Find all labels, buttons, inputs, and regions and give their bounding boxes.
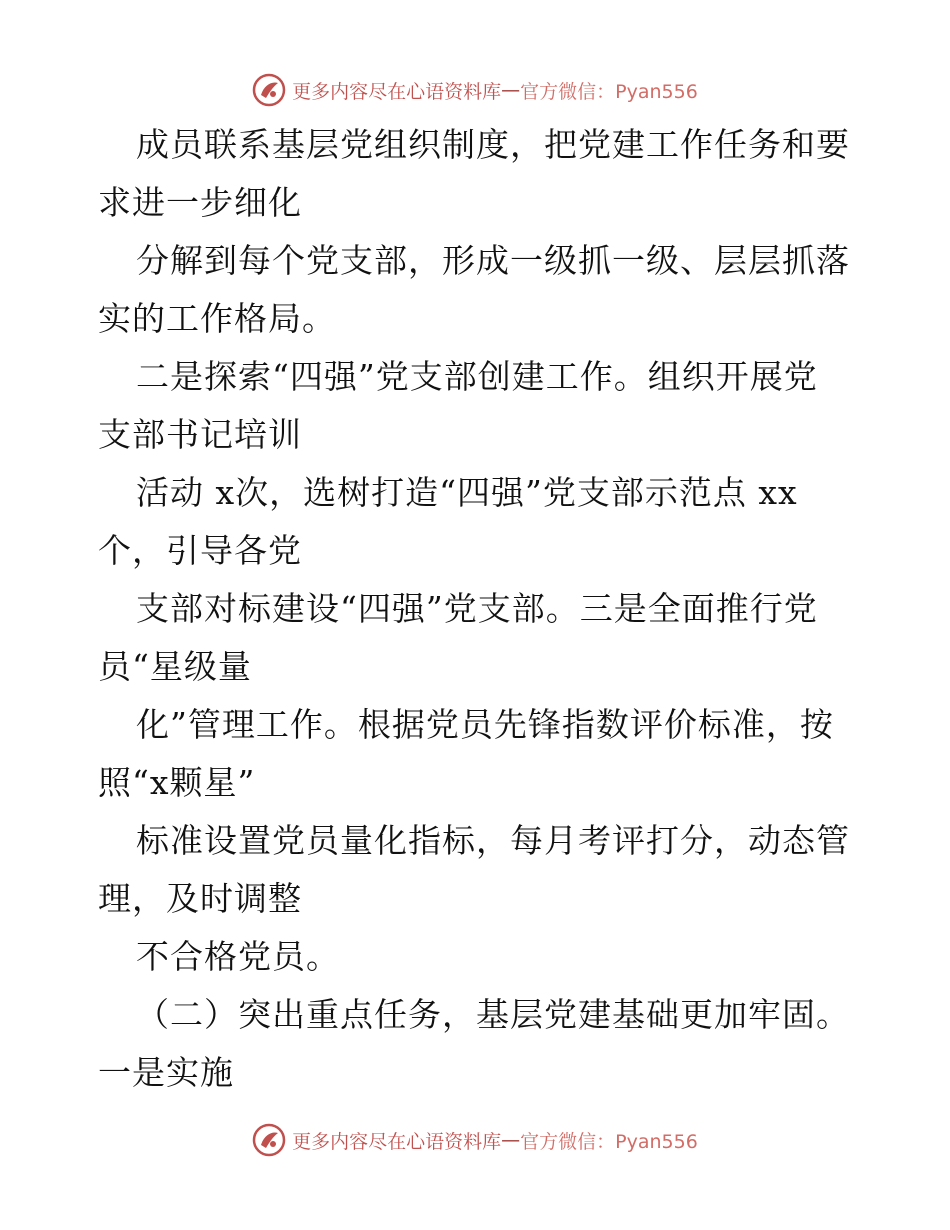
body-line: （二）突出重点任务，基层党建基础更加牢固。 (136, 995, 850, 1034)
body-line: 不合格党员。 (136, 937, 340, 976)
seal-logo-icon (252, 73, 286, 107)
body-line: 支部书记培训 (98, 415, 302, 454)
body-line: 标准设置党员量化指标，每月考评打分，动态管 (136, 821, 850, 860)
seal-logo-icon (252, 1123, 286, 1157)
header-separator: — (501, 79, 521, 101)
body-line: 求进一步细化 (98, 183, 302, 222)
body-line: 二是探索“四强”党支部创建工作。组织开展党 (136, 357, 818, 396)
footer-watermark (0, 1120, 950, 1160)
body-line: 成员联系基层党组织制度，把党建工作任务和要 (136, 125, 850, 164)
body-line: 照“x颗星” (98, 763, 256, 802)
footer-wechat-text: 官方微信：Pyan556 (520, 1130, 698, 1153)
document-body (98, 116, 858, 1102)
body-line: 员“星级量 (98, 647, 252, 686)
footer-separator: — (501, 1129, 521, 1151)
body-line: 一是实施 (98, 1053, 234, 1092)
header-site-text: 更多内容尽在心语资料库 (292, 80, 502, 103)
body-line: 理，及时调整 (98, 879, 302, 918)
footer-site-text: 更多内容尽在心语资料库 (292, 1130, 502, 1153)
body-line: 化”管理工作。根据党员先锋指数评价标准，按 (136, 705, 834, 744)
body-line: 支部对标建设“四强”党支部。三是全面推行党 (136, 589, 818, 628)
body-line: 活动 x次，选树打造“四强”党支部示范点 xx (136, 473, 798, 512)
body-line: 个，引导各党 (98, 531, 302, 570)
header-wechat-text: 官方微信：Pyan556 (520, 80, 698, 103)
body-line: 实的工作格局。 (98, 299, 336, 338)
header-watermark (0, 70, 950, 110)
body-line: 分解到每个党支部，形成一级抓一级、层层抓落 (136, 241, 850, 280)
